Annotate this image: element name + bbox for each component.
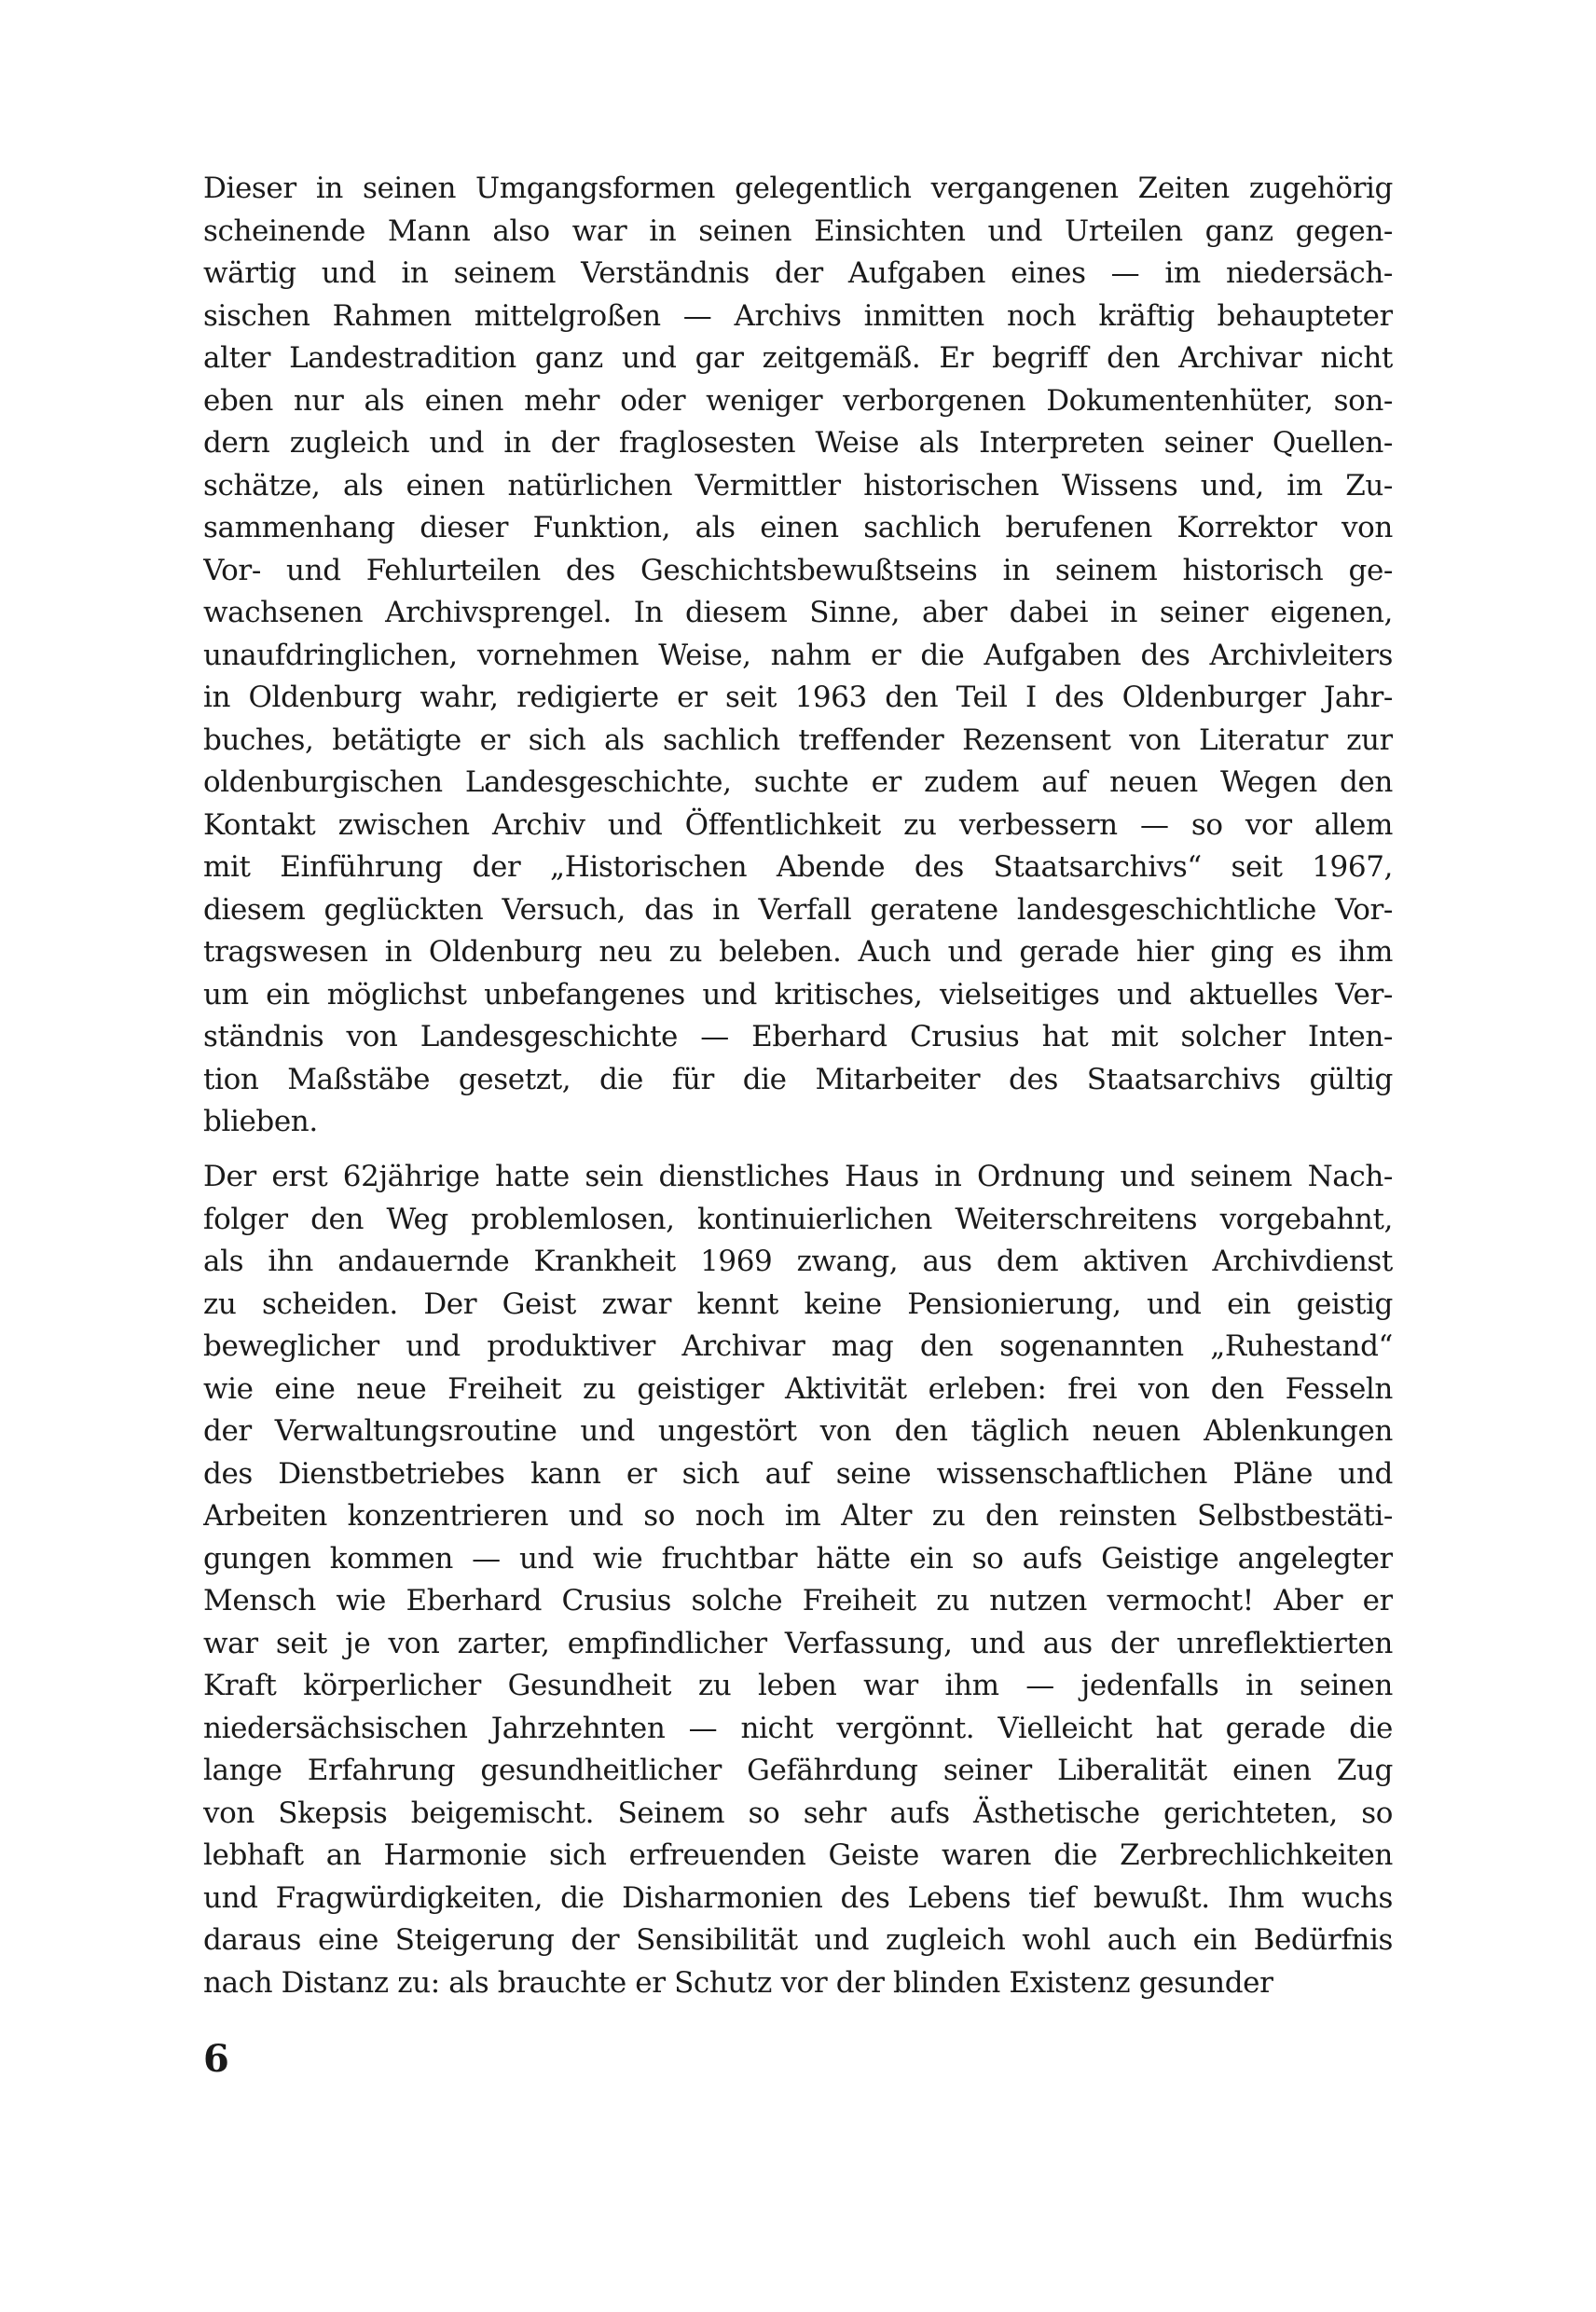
text-line: Arbeiten konzentrieren und so noch im Alter zu den reinsten Selbstbestäti-	[203, 1499, 1393, 1533]
text-line: Kontakt zwischen Archiv und Öffentlichkeit zu verbessern — so vor allem	[203, 807, 1393, 842]
text-line: oldenburgischen Landesgeschichte, suchte er zudem auf neuen Wegen den	[203, 765, 1393, 799]
text-line: diesem geglückten Versuch, das in Verfall geratene landesgeschichtliche Vor-	[203, 892, 1393, 927]
text-line: wie eine neue Freiheit zu geistiger Aktivität erleben: frei von den Fesseln	[203, 1371, 1393, 1406]
text-line: sischen Rahmen mittelgroßen — Archivs inmitten noch kräftig behaupteter	[203, 298, 1393, 333]
text-line: mit Einführung der „Historischen Abende des Staatsarchivs“ seit 1967,	[203, 850, 1393, 884]
text-line: wachsenen Archivsprengel. In diesem Sinne, aber dabei in seiner eigenen,	[203, 596, 1393, 629]
text-line: eben nur als einen mehr oder weniger verborgenen Dokumentenhüter, son-	[203, 383, 1393, 418]
text-line: in Oldenburg wahr, redigierte er seit 1963 den Teil I des Oldenburger Jahr-	[203, 681, 1393, 714]
text-line: war seit je von zarter, empfindlicher Verfassung, und aus der unreflektierten	[203, 1626, 1393, 1660]
text-line: schätze, als einen natürlichen Vermittler historischen Wissens und, im Zu-	[203, 468, 1393, 502]
paragraph-1	[203, 168, 1393, 1144]
text-line: und Fragwürdigkeiten, die Disharmonien des Lebens tief bewußt. Ihm wuchs	[203, 1880, 1393, 1915]
text-line: als ihn andauernde Krankheit 1969 zwang, aus dem aktiven Archivdienst	[203, 1245, 1393, 1278]
text-line: ständnis von Landesgeschichte — Eberhard Crusius hat mit solcher Inten-	[203, 1020, 1393, 1053]
text-line: der Verwaltungsroutine und ungestört von den täglich neuen Ablenkungen	[203, 1414, 1393, 1448]
text-line: um ein möglichst unbefangenes und kritisches, vielseitiges und aktuelles Ver-	[203, 977, 1393, 1012]
text-line: unaufdringlichen, vornehmen Weise, nahm er die Aufgaben des Archivleiters	[203, 638, 1393, 672]
text-line: Mensch wie Eberhard Crusius solche Freiheit zu nutzen vermocht! Aber er	[203, 1584, 1393, 1617]
text-line: lebhaft an Harmonie sich erfreuenden Geiste waren die Zerbrechlichkeiten	[203, 1838, 1393, 1872]
text-line: dern zugleich und in der fraglosesten Weise als Interpreten seiner Quellen-	[203, 426, 1393, 460]
text-line: von Skepsis beigemischt. Seinem so sehr aufs Ästhetische gerichteten, so	[203, 1796, 1393, 1830]
text-line: nach Distanz zu: als brauchte er Schutz vor der blinden Existenz gesunder	[203, 1965, 1273, 2000]
text-line: zu scheiden. Der Geist zwar kennt keine Pensionierung, und ein geistig	[203, 1287, 1393, 1321]
text-line: scheinende Mann also war in seinen Einsichten und Urteilen ganz gegen-	[203, 213, 1393, 248]
text-line: buches, betätigte er sich als sachlich treffender Rezensent von Literatur zur	[203, 722, 1393, 757]
text-line: Dieser in seinen Umgangsformen gelegentlich vergangenen Zeiten zugehörig	[203, 172, 1393, 205]
page-number: 6	[203, 2037, 229, 2081]
text-line: alter Landestradition ganz und gar zeitgemäß. Er begriff den Archivar nicht	[203, 341, 1393, 375]
text-line: lange Erfahrung gesundheitlicher Gefährdung seiner Liberalität einen Zug	[203, 1754, 1393, 1787]
text-line: folger den Weg problemlosen, kontinuierlichen Weiterschreitens vorgebahnt,	[203, 1202, 1393, 1236]
text-line: niedersächsischen Jahrzehnten — nicht vergönnt. Vielleicht hat gerade die	[203, 1711, 1393, 1745]
text-line: beweglicher und produktiver Archivar mag den sogenannten „Ruhestand“	[203, 1329, 1393, 1363]
text-line: blieben.	[203, 1105, 318, 1138]
text-line: Vor- und Fehlurteilen des Geschichtsbewußtseins in seinem historisch ge-	[203, 553, 1393, 587]
text-line: wärtig und in seinem Verständnis der Aufgaben eines — im niedersäch-	[203, 256, 1393, 290]
text-line: sammenhang dieser Funktion, als einen sachlich berufenen Korrektor von	[203, 511, 1393, 544]
text-line: gungen kommen — und wie fruchtbar hätte ein so aufs Geistige angelegter	[203, 1541, 1393, 1576]
text-line: Kraft körperlicher Gesundheit zu leben war ihm — jedenfalls in seinen	[203, 1669, 1393, 1702]
text-line: Der erst 62jährige hatte sein dienstliches Haus in Ordnung und seinem Nach-	[203, 1160, 1393, 1193]
text-line: tragswesen in Oldenburg neu zu beleben. Auch und gerade hier ging es ihm	[203, 935, 1393, 969]
text-line: daraus eine Steigerung der Sensibilität und zugleich wohl auch ein Bedürfnis	[203, 1923, 1393, 1957]
text-line: tion Maßstäbe gesetzt, die für die Mitarbeiter des Staatsarchivs gültig	[203, 1062, 1393, 1096]
text-line: des Dienstbetriebes kann er sich auf seine wissenschaftlichen Pläne und	[203, 1456, 1393, 1491]
paragraph-2	[203, 1156, 1393, 2004]
